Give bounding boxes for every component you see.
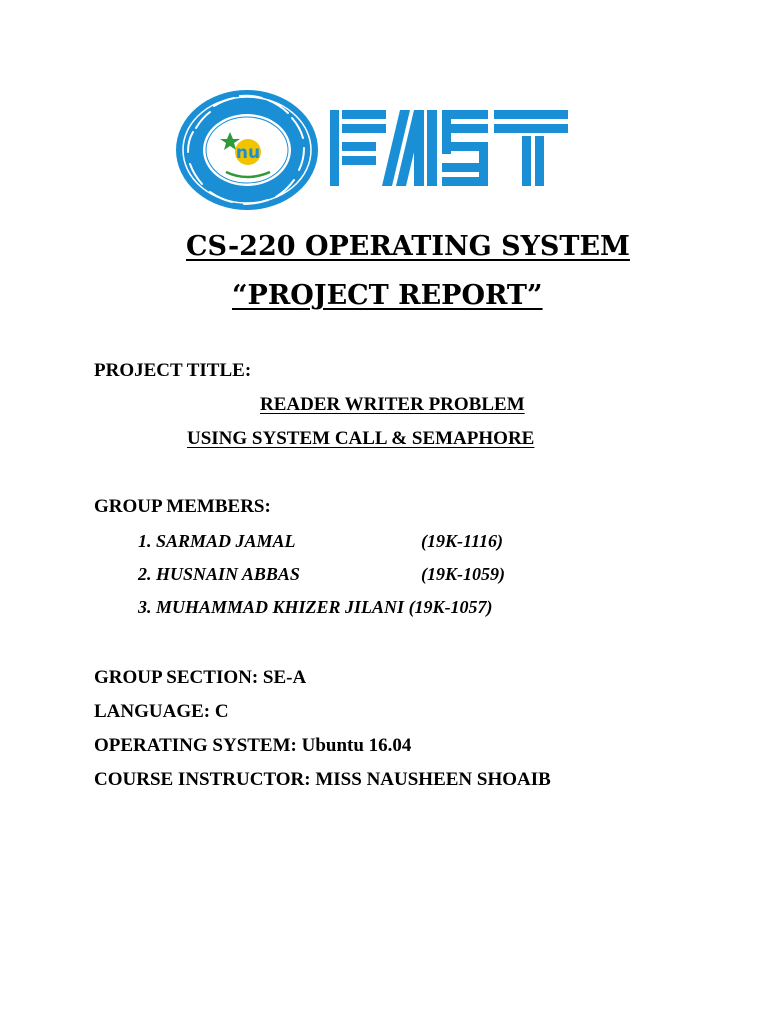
member-row [138, 564, 505, 585]
member-name: 3. MUHAMMAD KHIZER JILANI [138, 597, 405, 617]
fast-brand-logo [330, 108, 570, 188]
member-name: 1. SARMAD JAMAL [138, 531, 296, 551]
member-roll: (19K-1116) [421, 531, 504, 551]
member-row [138, 531, 504, 552]
project-title-line-2: USING SYSTEM CALL & SEMAPHORE [187, 428, 535, 449]
group-members-label: GROUP MEMBERS: [94, 496, 271, 517]
report-title: “PROJECT REPORT” [232, 280, 543, 311]
member-roll: (19K-1057) [408, 597, 493, 617]
project-title-line-1: READER WRITER PROBLEM [260, 394, 525, 415]
course-title: CS-220 OPERATING SYSTEM [186, 231, 630, 262]
member-roll: (19K-1059) [421, 564, 505, 584]
member-name: 2. HUSNAIN ABBAS [138, 564, 300, 584]
group-section: GROUP SECTION: SE-A [94, 667, 307, 688]
university-seal-logo [174, 88, 320, 212]
seal-mark-text: nu [235, 143, 261, 163]
member-row [138, 597, 493, 618]
course-instructor: COURSE INSTRUCTOR: MISS NAUSHEEN SHOAIB [94, 769, 551, 790]
logo-row [0, 0, 768, 220]
operating-system: OPERATING SYSTEM: Ubuntu 16.04 [94, 735, 412, 756]
project-title-label: PROJECT TITLE: [94, 360, 252, 381]
language: LANGUAGE: C [94, 701, 229, 722]
